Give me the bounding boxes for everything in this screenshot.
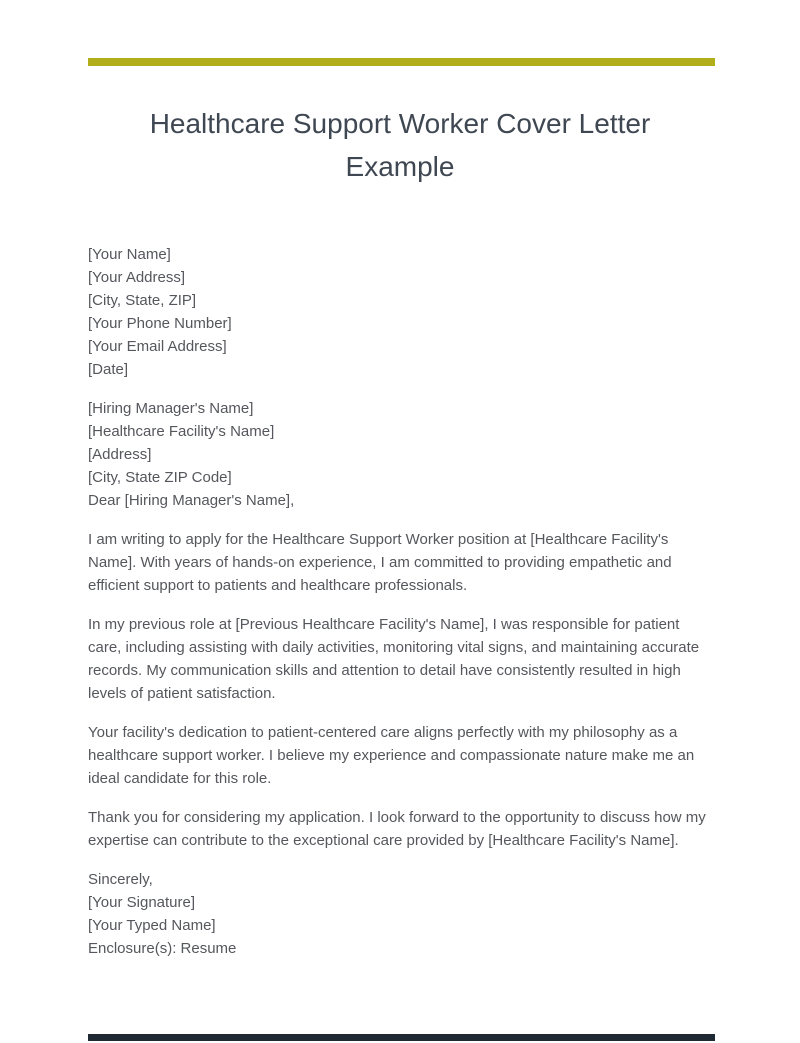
typed-name-line: [Your Typed Name]	[88, 917, 216, 934]
recipient-address-line: [Address]	[88, 446, 152, 463]
sender-email-line: [Your Email Address]	[88, 338, 227, 355]
paragraph-fit: Your facility's dedication to patient-centered care aligns perfectly with my philosophy as a healthcare support worker. I believe my experience and compassionate nature make me an ideal candidate for this role.	[88, 724, 695, 787]
closing-block	[88, 868, 716, 960]
recipient-facility-line: [Healthcare Facility's Name]	[88, 423, 275, 440]
page-title	[88, 102, 712, 188]
recipient-name-line: [Hiring Manager's Name]	[88, 400, 254, 417]
signature-line: [Your Signature]	[88, 894, 196, 911]
sender-name-line: [Your Name]	[88, 246, 171, 263]
paragraph-thanks: Thank you for considering my application. I look forward to the opportunity to discuss how my expertise can contribute to the exceptional care provided by [Healthcare Facility's Name].	[88, 809, 706, 849]
letter-body	[88, 243, 716, 976]
sender-phone-line: [Your Phone Number]	[88, 315, 232, 332]
closing-salutation-line: Sincerely,	[88, 871, 153, 888]
sender-block	[88, 243, 716, 381]
bottom-accent-bar	[88, 1034, 715, 1041]
enclosure-line: Enclosure(s): Resume	[88, 940, 237, 957]
paragraph-experience: In my previous role at [Previous Healthcare Facility's Name], I was responsible for patient care, including assisting with daily activities, monitoring vital signs, and maintaining accurate records. My communication skills and attention to detail have consistently resulted in high levels of patient satisfaction.	[88, 616, 700, 702]
sender-address-line: [Your Address]	[88, 269, 186, 286]
sender-city-line: [City, State, ZIP]	[88, 292, 197, 309]
page-title-line-1: Healthcare Support Worker Cover Letter	[149, 108, 651, 139]
salutation-line: Dear [Hiring Manager's Name],	[88, 492, 295, 509]
recipient-city-line: [City, State ZIP Code]	[88, 469, 232, 486]
top-accent-bar	[88, 58, 715, 66]
paragraph-introduction: I am writing to apply for the Healthcare Support Worker position at [Healthcare Facility's Name]. With years of hands-on experience, I am committed to providing empathetic and efficient support to patients and healthcare professionals.	[88, 531, 672, 594]
date-line: [Date]	[88, 361, 129, 378]
page-title-line-2: Example	[345, 151, 455, 182]
recipient-block	[88, 397, 716, 512]
